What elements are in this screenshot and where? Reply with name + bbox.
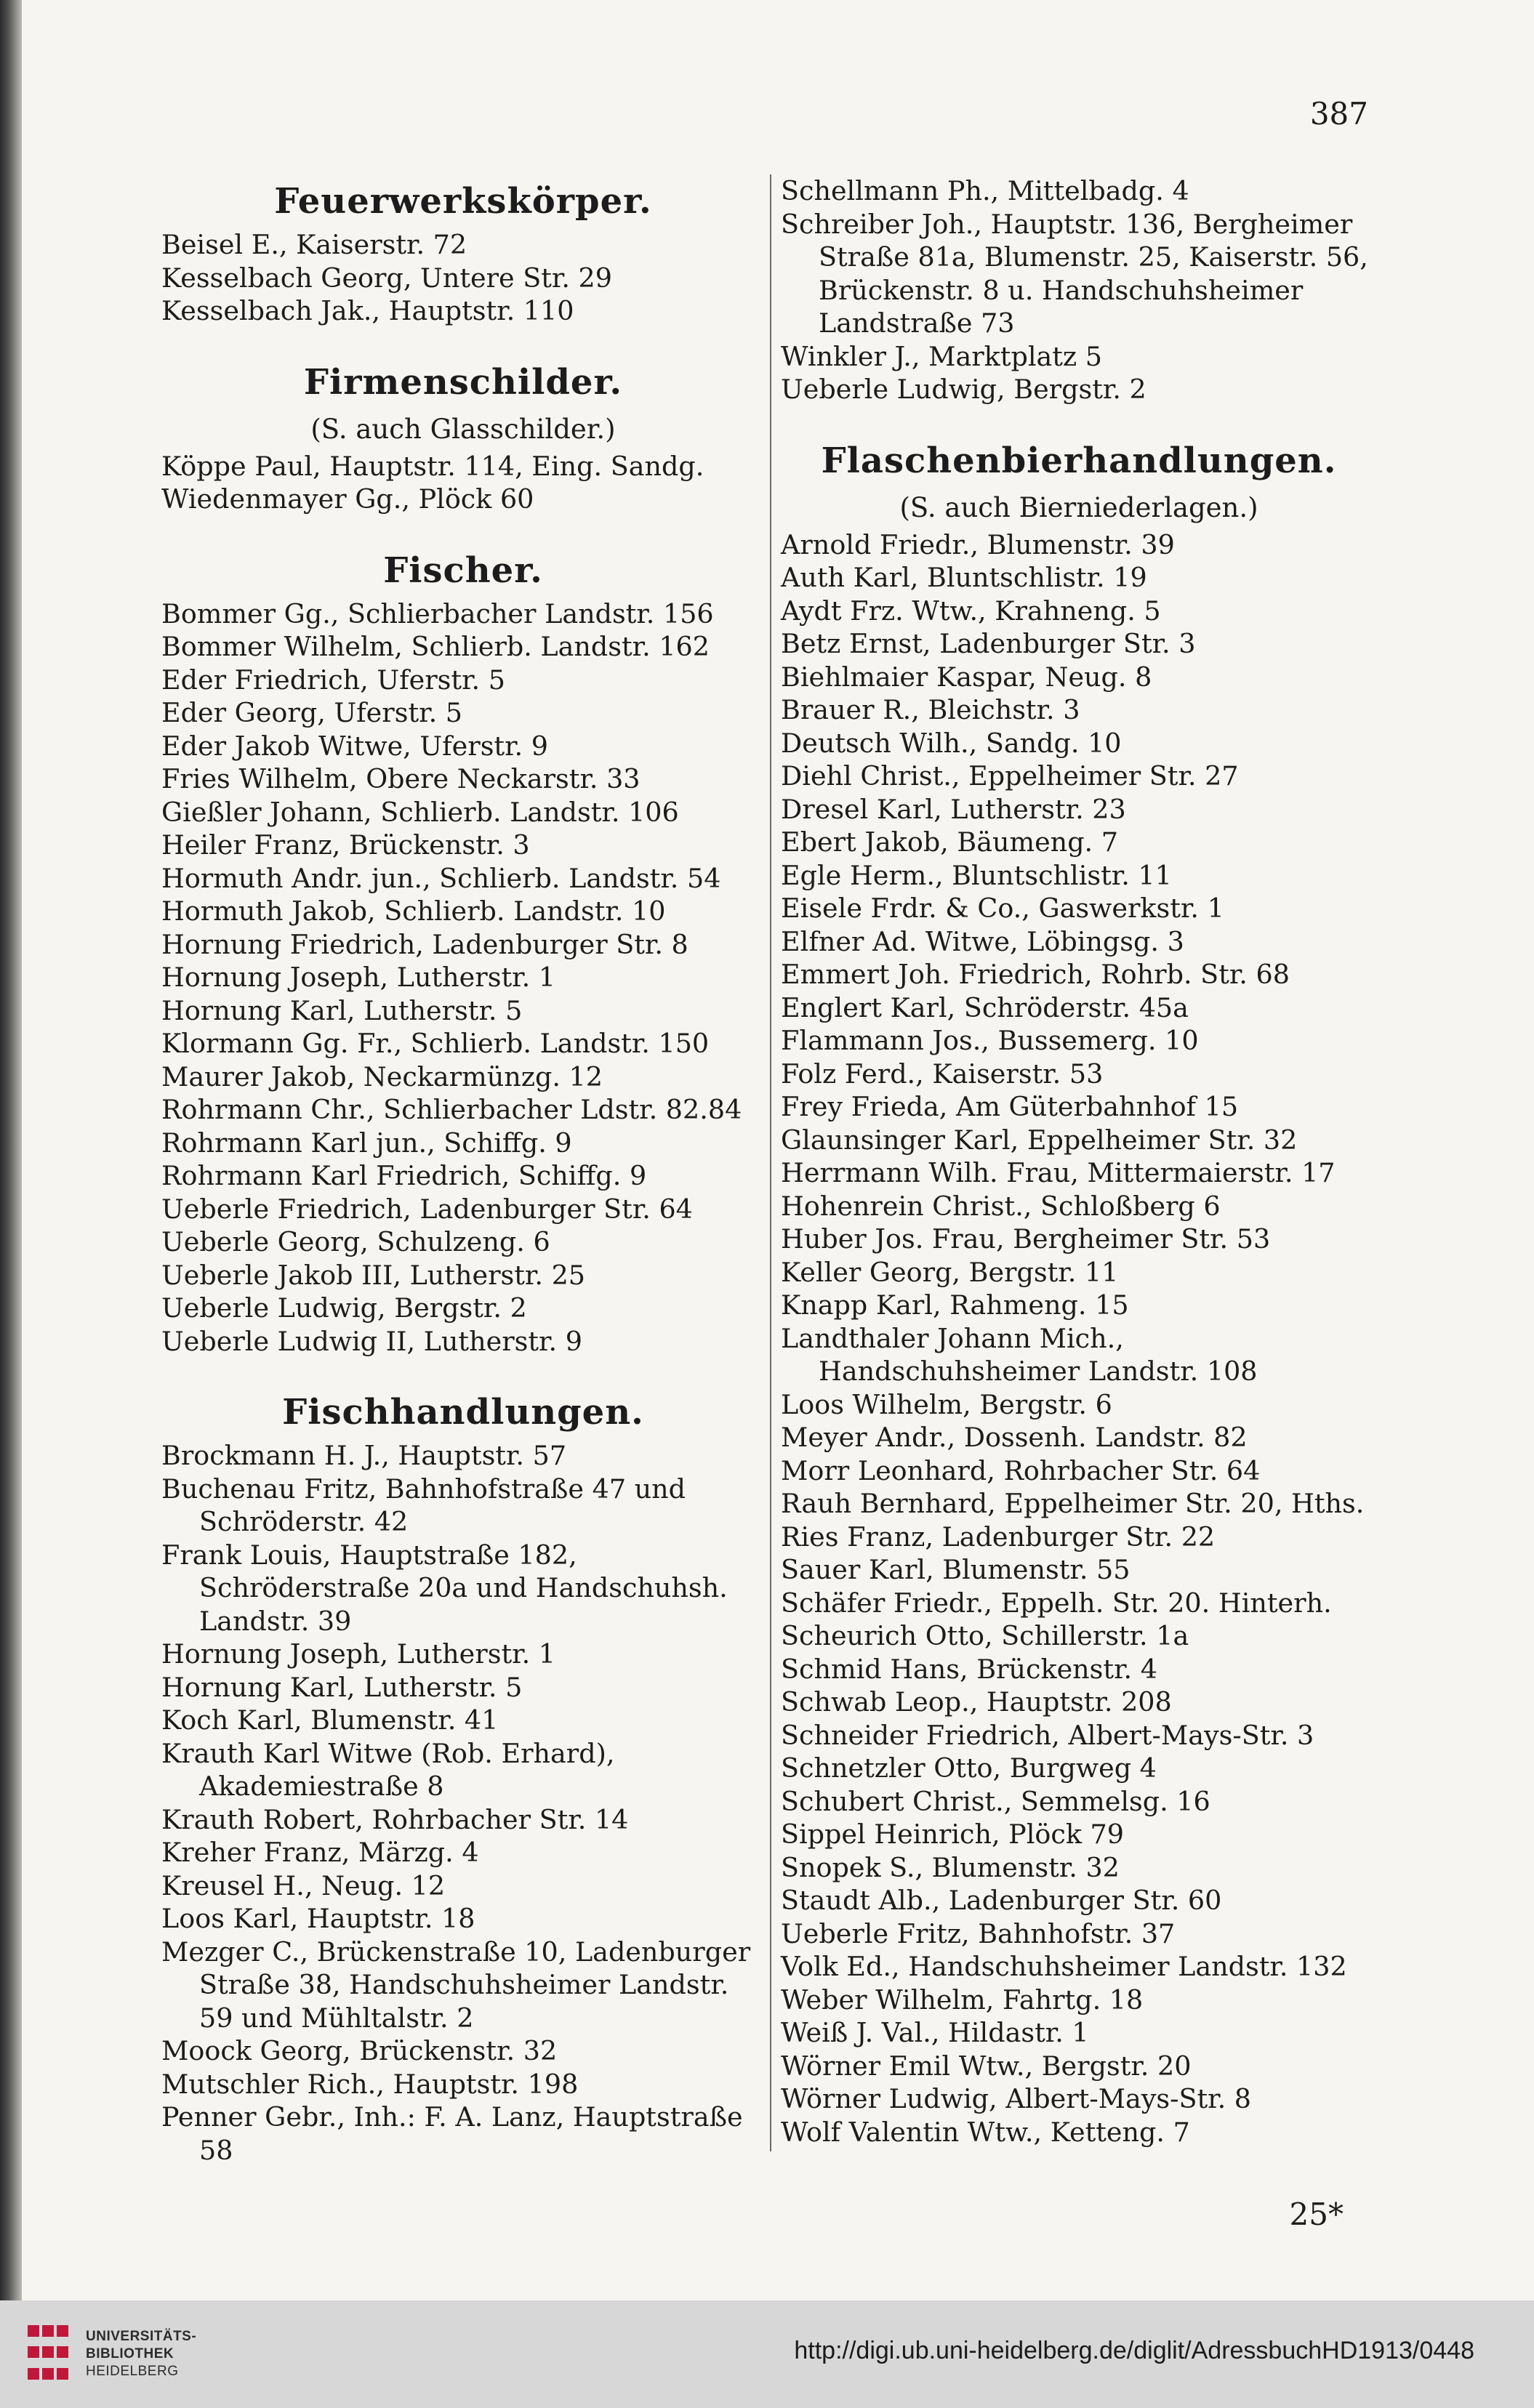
directory-entry: Kreher Franz, Märzg. 4 [161, 1837, 479, 1868]
sheet-signature: 25* [1289, 2196, 1344, 2232]
directory-entry: Fries Wilhelm, Obere Neckarstr. 33 [161, 763, 640, 794]
directory-entry: Snopek S., Blumenstr. 32 [781, 1851, 1120, 1883]
directory-entry: Egle Herm., Bluntschlistr. 11 [781, 859, 1172, 891]
directory-entry: Maurer Jakob, Neckarmünzg. 12 [161, 1060, 603, 1092]
directory-entry: Hornung Karl, Lutherstr. 5 [161, 994, 523, 1026]
directory-entry: Sauer Karl, Blumenstr. 55 [781, 1554, 1131, 1585]
directory-entry: Mutschler Rich., Hauptstr. 198 [161, 2068, 579, 2100]
directory-section [781, 434, 1377, 2149]
logo-line-2: BIBLIOTHEK [86, 2346, 174, 2361]
directory-entry: Deutsch Wilh., Sandg. 10 [781, 727, 1122, 759]
directory-entry: Hornung Karl, Lutherstr. 5 [161, 1671, 523, 1703]
directory-entry: Krauth Robert, Rohrbacher Str. 14 [161, 1803, 629, 1835]
directory-entry: Weber Wilhelm, Fahrtg. 18 [781, 1984, 1144, 2016]
directory-section [161, 1385, 765, 2167]
directory-entry: Schneider Friedrich, Albert-Mays-Str. 3 [781, 1719, 1314, 1751]
directory-entry: Meyer Andr., Dossenh. Landstr. 82 [781, 1422, 1248, 1453]
directory-entry: Folz Ferd., Kaiserstr. 53 [781, 1058, 1104, 1090]
directory-entry: Huber Jos. Frau, Bergheimer Str. 53 [781, 1223, 1271, 1255]
section-heading: Fischer. [383, 549, 543, 591]
directory-entry: Schubert Christ., Semmelsg. 16 [781, 1785, 1210, 1817]
directory-entry: Scheurich Otto, Schillerstr. 1a [781, 1620, 1189, 1651]
directory-entry: Ueberle Georg, Schulzeng. 6 [161, 1226, 550, 1257]
directory-entry: Staudt Alb., Ladenburger Str. 60 [781, 1885, 1222, 1916]
directory-entry: Wörner Emil Wtw., Bergstr. 20 [781, 2050, 1192, 2082]
directory-entry: Landthaler Johann Mich., Handschuhsheimer Landstr. 108 [781, 1322, 1258, 1387]
directory-entry: Sippel Heinrich, Plöck 79 [781, 1819, 1124, 1850]
directory-entry: Keller Georg, Bergstr. 11 [781, 1256, 1119, 1288]
section-heading: Flaschenbierhandlungen. [821, 440, 1337, 481]
logo-line-3: HEIDELBERG [86, 2364, 179, 2379]
directory-entry: Penner Gebr., Inh.: F. A. Lanz, Hauptstraße 58 [161, 2101, 743, 2166]
directory-entry: Knapp Karl, Rahmeng. 15 [781, 1289, 1129, 1321]
directory-entry: Schellmann Ph., Mittelbadg. 4 [781, 175, 1189, 206]
directory-entry: Auth Karl, Bluntschlistr. 19 [781, 562, 1147, 593]
directory-entry: Köppe Paul, Hauptstr. 114, Eing. Sandg. [161, 450, 704, 482]
directory-entry: Biehlmaier Kaspar, Neug. 8 [781, 661, 1152, 693]
section-subheading: (S. auch Bierniederlagen.) [899, 491, 1258, 523]
directory-entry: Flammann Jos., Bussemerg. 10 [781, 1025, 1199, 1056]
directory-entry: Hormuth Andr. jun., Schlierb. Landstr. 54 [161, 862, 721, 894]
logo-line-1: UNIVERSITÄTS- [86, 2329, 197, 2344]
column-divider [770, 174, 771, 2151]
directory-entry: Morr Leonhard, Rohrbacher Str. 64 [781, 1454, 1261, 1486]
directory-entry: Glaunsinger Karl, Eppelheimer Str. 32 [781, 1124, 1298, 1156]
directory-entry: Schwab Leop., Hauptstr. 208 [781, 1686, 1172, 1718]
directory-entry: Betz Ernst, Ladenburger Str. 3 [781, 628, 1196, 659]
directory-entry: Eder Georg, Uferstr. 5 [161, 697, 462, 728]
directory-entry: Englert Karl, Schröderstr. 45a [781, 991, 1189, 1023]
directory-entry: Beisel E., Kaiserstr. 72 [161, 229, 467, 260]
right-column [781, 174, 1377, 2149]
directory-entry: Schreiber Joh., Hauptstr. 136, Bergheimer Straße 81a, Blumenstr. 25, Kaiserstr. 56, Brückenstr. 8 u. Handschuhsheimer Landstraße 73 [781, 208, 1368, 339]
directory-entry: Bommer Wilhelm, Schlierb. Landstr. 162 [161, 631, 710, 662]
directory-entry: Dresel Karl, Lutherstr. 23 [781, 793, 1126, 825]
directory-entry: Hohenrein Christ., Schloßberg 6 [781, 1190, 1221, 1222]
directory-entry: Rauh Bernhard, Eppelheimer Str. 20, Hths. [781, 1488, 1365, 1519]
directory-entry: Frank Louis, Hauptstraße 182, Schröderstraße 20a und Handschuhsh. Landstr. 39 [161, 1539, 728, 1637]
directory-entry: Kesselbach Jak., Hauptstr. 110 [161, 295, 574, 326]
section-heading: Fischhandlungen. [282, 1392, 644, 1433]
directory-entry: Loos Karl, Hauptstr. 18 [161, 1903, 475, 1934]
directory-entry: Wiedenmayer Gg., Plöck 60 [161, 483, 534, 515]
directory-entry: Ries Franz, Ladenburger Str. 22 [781, 1521, 1216, 1553]
book-spine-edge [0, 0, 22, 2300]
directory-entry: Klormann Gg. Fr., Schlierb. Landstr. 150 [161, 1028, 710, 1059]
directory-entry: Rohrmann Karl jun., Schiffg. 9 [161, 1127, 572, 1159]
directory-entry: Schmid Hans, Brückenstr. 4 [781, 1653, 1157, 1685]
directory-entry: Brauer R., Bleichstr. 3 [781, 694, 1080, 725]
directory-entry: Buchenau Fritz, Bahnhofstraße 47 und Schröderstr. 42 [161, 1473, 686, 1537]
directory-entry: Bommer Gg., Schlierbacher Landstr. 156 [161, 597, 714, 629]
directory-entry: Elfner Ad. Witwe, Löbingsg. 3 [781, 925, 1184, 957]
directory-entry: Schnetzler Otto, Burgweg 4 [781, 1752, 1157, 1784]
directory-section [161, 544, 765, 1358]
directory-entry: Schäfer Friedr., Eppelh. Str. 20. Hinterh. [781, 1587, 1332, 1619]
directory-entry: Ueberle Ludwig, Bergstr. 2 [781, 374, 1147, 405]
directory-entry: Eder Friedrich, Uferstr. 5 [161, 664, 505, 696]
directory-entry: Diehl Christ., Eppelheimer Str. 27 [781, 760, 1239, 792]
directory-section [781, 174, 1377, 406]
directory-entry: Loos Wilhelm, Bergstr. 6 [781, 1388, 1112, 1420]
directory-entry: Brockmann H. J., Hauptstr. 57 [161, 1440, 567, 1471]
directory-entry: Rohrmann Karl Friedrich, Schiffg. 9 [161, 1160, 647, 1191]
directory-entry: Krauth Karl Witwe (Rob. Erhard), Akademiestraße 8 [161, 1737, 615, 1802]
directory-entry: Volk Ed., Handschuhsheimer Landstr. 132 [781, 1951, 1347, 1982]
left-column [161, 174, 765, 2167]
directory-entry: Kesselbach Georg, Untere Str. 29 [161, 262, 613, 294]
page-number: 387 [1309, 96, 1368, 132]
directory-entry: Kreusel H., Neug. 12 [161, 1869, 446, 1901]
directory-entry: Gießler Johann, Schlierb. Landstr. 106 [161, 796, 679, 828]
directory-entry: Emmert Joh. Friedrich, Rohrb. Str. 68 [781, 959, 1290, 990]
directory-section [161, 174, 765, 328]
directory-entry: Frey Frieda, Am Güterbahnhof 15 [781, 1091, 1239, 1122]
directory-entry: Koch Karl, Blumenstr. 41 [161, 1704, 499, 1736]
directory-entry: Arnold Friedr., Blumenstr. 39 [781, 528, 1175, 560]
directory-entry: Moock Georg, Brückenstr. 32 [161, 2035, 558, 2066]
section-heading: Firmenschilder. [303, 361, 623, 403]
directory-entry: Ueberle Friedrich, Ladenburger Str. 64 [161, 1193, 693, 1225]
section-subheading: (S. auch Glasschilder.) [310, 413, 616, 445]
directory-entry: Ebert Jakob, Bäumeng. 7 [781, 826, 1118, 858]
directory-entry: Wolf Valentin Wtw., Ketteng. 7 [781, 2116, 1190, 2148]
directory-entry: Herrmann Wilh. Frau, Mittermaierstr. 17 [781, 1157, 1336, 1188]
source-url-link[interactable]: http://digi.ub.uni-heidelberg.de/diglit/AdressbuchHD1913/0448 [794, 2337, 1474, 2364]
directory-entry: Ueberle Fritz, Bahnhofstr. 37 [781, 1917, 1176, 1949]
footer-bar [0, 2300, 1534, 2408]
directory-entry: Weiß J. Val., Hildastr. 1 [781, 2017, 1089, 2048]
section-heading: Feuerwerkskörper. [274, 181, 652, 222]
library-logo-text[interactable] [86, 2328, 196, 2380]
directory-entry: Hornung Friedrich, Ladenburger Str. 8 [161, 928, 688, 960]
directory-section [161, 355, 765, 516]
directory-entry: Ueberle Jakob III, Lutherstr. 25 [161, 1259, 586, 1291]
directory-entry: Heiler Franz, Brückenstr. 3 [161, 829, 530, 861]
directory-entry: Rohrmann Chr., Schlierbacher Ldstr. 82.84 [161, 1094, 742, 1125]
directory-entry: Eisele Frdr. & Co., Gaswerkstr. 1 [781, 893, 1224, 924]
directory-entry: Hornung Joseph, Lutherstr. 1 [161, 1638, 555, 1670]
directory-entry: Ueberle Ludwig, Bergstr. 2 [161, 1292, 527, 1324]
directory-entry: Ueberle Ludwig II, Lutherstr. 9 [161, 1325, 582, 1357]
directory-entry: Hornung Joseph, Lutherstr. 1 [161, 962, 555, 993]
directory-entry: Aydt Frz. Wtw., Krahneng. 5 [781, 595, 1161, 627]
directory-entry: Wörner Ludwig, Albert-Mays-Str. 8 [781, 2083, 1252, 2114]
directory-entry: Mezger C., Brückenstraße 10, Ladenburger Straße 38, Handschuhsheimer Landstr. 59 und Mühltalstr. 2 [161, 1936, 751, 2034]
directory-entry: Hormuth Jakob, Schlierb. Landstr. 10 [161, 895, 666, 927]
directory-entry: Eder Jakob Witwe, Uferstr. 9 [161, 730, 548, 762]
directory-entry: Winkler J., Marktplatz 5 [781, 340, 1102, 372]
library-logo-icon [28, 2325, 71, 2386]
